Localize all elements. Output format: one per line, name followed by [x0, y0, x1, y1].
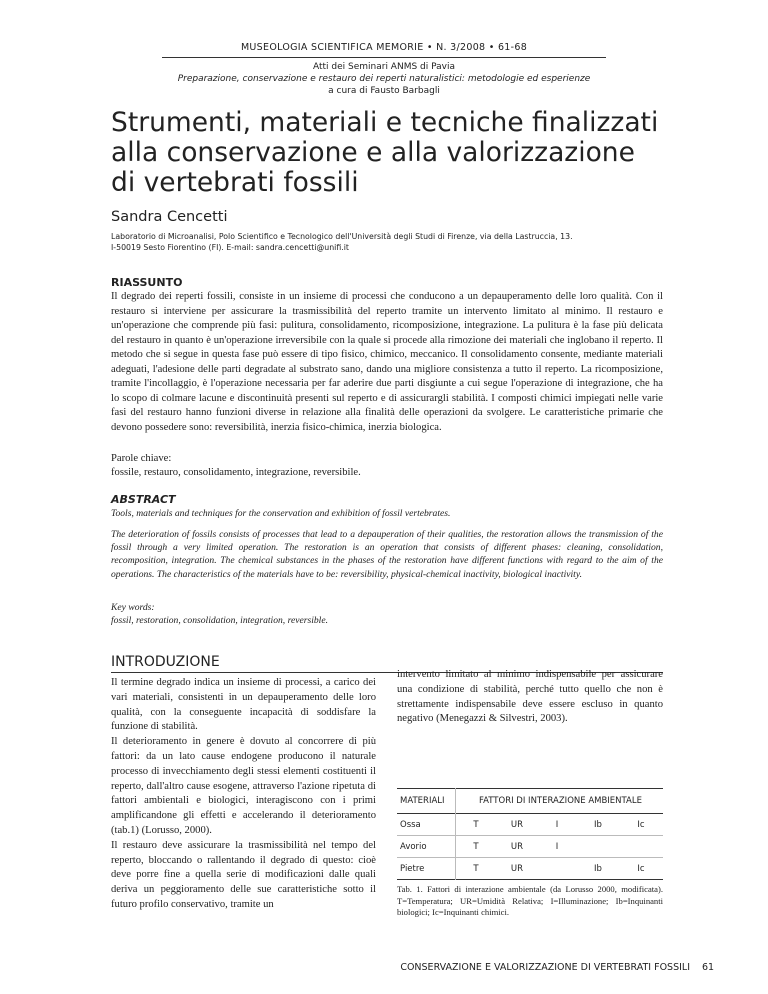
table-cell	[577, 836, 619, 858]
body-column-left	[111, 676, 376, 913]
author-affiliation	[111, 231, 671, 253]
abstract-heading: ABSTRACT	[111, 493, 176, 506]
table-cell: Ic	[619, 814, 663, 836]
table-column-divider	[455, 788, 456, 880]
table-cell: T	[455, 858, 497, 880]
table-cell: Ib	[577, 858, 619, 880]
section-heading-introduzione: INTRODUZIONE	[111, 654, 220, 670]
seminar-info	[0, 61, 768, 97]
riassunto-text: Il degrado dei reperti fossili, consiste in un insieme di processi che conducono a un depauperamento delle loro qualità. Con il restauro si interviene per assicurare la trasmissibilità del reperto tramite un intervento limitato al minimo. Il restauro e un'operazione che comprende più fasi: pulitura, consolidamento, ricomposizione, integrazione. La pulitura è la fase più delicata del restauro in quanto è un'operazione irreversibile con la quale si procede alla rimozione dei materiali che inglobano il reperto. Il metodo che si segue in questa fase può essere di tipo fisico, chimico, meccanico. Il consolidamento consente, mediante materiali adeguati, l'adesione delle parti degradate al substrato sano, dando una migliore consistenza a tutto il reperto. La ricomposizione, tramite l'incollaggio, è l'operazione necessaria per far aderire due parti disgiunte a cui segue l'operazione di integrazione, che ha lo scopo di colmare lacune e discontinuità presenti sul reperto e di assicurargli stabilità. I composti chimici impiegati nelle varie fasi del restauro hanno funzioni diverse in relazione alla finalità delle operazioni da svolgere. Le caratteristiche primarie che devono possedere sono: reversibilità, inerzia fisico-chimica, inerzia biologica.	[111, 291, 663, 433]
paragraph: Il deterioramento in genere è dovuto al concorrere di più fattori: da un lato cause endogene producono il naturale processo di invecchiamento degli stessi elementi costituenti il reperto, dall'altro cause esogene, attraverso l'azione ripetuta di fattori ambientali e biologici, interagiscono con i primi amplificandone gli effetti e accelerando il deterioramento (tab.1) (Lorusso, 2000).	[111, 736, 376, 836]
seminar-title: Atti dei Seminari ANMS di Pavia	[312, 62, 455, 72]
table-cell: T	[455, 814, 497, 836]
table-header-materials: MATERIALI	[397, 789, 455, 814]
table-cell: UR	[497, 814, 537, 836]
author-name: Sandra Cencetti	[111, 209, 228, 225]
table-caption-text: Fattori di interazione ambientale (da Lorusso 2000, modificata). T=Temperatura; UR=Umidità Relativa; I=Illuminazione; Ib=Inquinanti biologici; Ic=Inquinanti chimici.	[397, 884, 663, 917]
table-caption-label: Tab. 1.	[397, 884, 423, 894]
paragraph: Il restauro deve assicurare la trasmissibilità nel tempo del reperto, bloccando o rallentando il degrado di questo: cioè deve porre fine a quella serie di modificazioni dalle quali deriva un peggioramento delle sue caratteristiche sotto il futuro profilo conservativo, tramite un	[111, 839, 376, 910]
table-header-row	[397, 789, 663, 814]
seminar-subtitle: Preparazione, conservazione e restauro dei reperti naturalistici: metodologie ed esperienze	[177, 74, 591, 84]
keywords-label-it: Parole chiave:	[111, 453, 172, 464]
table-row	[397, 836, 663, 858]
table-row	[397, 814, 663, 836]
interaction-factors-table	[397, 788, 663, 880]
table-cell: Ic	[619, 858, 663, 880]
table-cell: UR	[497, 858, 537, 880]
title-line-3: di vertebrati fossili	[111, 167, 359, 198]
keywords-label-en: Key words:	[111, 602, 155, 613]
table-cell-material: Avorio	[397, 836, 455, 858]
keywords-en: fossil, restoration, consolidation, integration, reversible.	[111, 615, 329, 626]
table-cell-material: Pietre	[397, 858, 455, 880]
table-cell: I	[537, 814, 577, 836]
riassunto-heading: RIASSUNTO	[111, 276, 183, 289]
title-line-1: Strumenti, materiali e tecniche finalizzati	[111, 107, 659, 138]
header-rule	[162, 57, 606, 58]
table-cell: UR	[497, 836, 537, 858]
table-cell	[619, 836, 663, 858]
title-line-2: alla conservazione e alla valorizzazione	[111, 137, 635, 168]
running-footer: CONSERVAZIONE E VALORIZZAZIONE DI VERTEBRATI FOSSILI	[400, 962, 690, 973]
abstract-text: The deterioration of fossils consists of processes that lead to a depauperation of their qualities, the restoration allows the transmission of the fossil through a very limited operation. The restoration is an operation that consists of different phases: cleaning, consolidation, recomposition, integration. The chemical substances in the phases of the restoration have different functions with regard to the aim of the operations. The characteristics of the materials have to be: reversibility, physical-chemical inactivity, biological inactivity.	[111, 529, 663, 580]
table-header-factors: FATTORI DI INTERAZIONE AMBIENTALE	[455, 789, 663, 814]
journal-header: MUSEOLOGIA SCIENTIFICA MEMORIE • N. 3/2008 • 61-68	[240, 42, 528, 53]
body-column-right	[397, 668, 663, 727]
affiliation-line-2: I-50019 Sesto Fiorentino (FI). E-mail: sandra.cencetti@unifi.it	[111, 243, 349, 252]
seminar-editor: a cura di Fausto Barbagli	[328, 86, 440, 96]
table-row	[397, 858, 663, 880]
abstract-title: Tools, materials and techniques for the conservation and exhibition of fossil vertebrates.	[111, 508, 451, 519]
table-cell: I	[537, 836, 577, 858]
article-title	[111, 108, 711, 198]
table-caption	[397, 884, 663, 919]
affiliation-line-1: Laboratorio di Microanalisi, Polo Scientifico e Tecnologico dell'Università degli Studi di Firenze, via della Lastruccia, 13.	[111, 232, 573, 241]
keywords-it: fossile, restauro, consolidamento, integrazione, reversibile.	[111, 467, 361, 478]
table-cell-material: Ossa	[397, 814, 455, 836]
paragraph: intervento limitato al minimo indispensabile per assicurare una condizione di stabilità, perché tutto quello che non è strettamente indispensabile deve essere escluso in quanto negativo (Menegazzi & Silvestri, 2003).	[397, 669, 663, 725]
paragraph: Il termine degrado indica un insieme di processi, a carico dei vari materiali, consistenti in un depauperamento delle loro qualità, con la conseguente incapacità di soddisfare la funzione di stabilità.	[111, 677, 376, 733]
table-cell	[537, 858, 577, 880]
table-cell: T	[455, 836, 497, 858]
table-cell: Ib	[577, 814, 619, 836]
page-number: 61	[702, 962, 715, 973]
